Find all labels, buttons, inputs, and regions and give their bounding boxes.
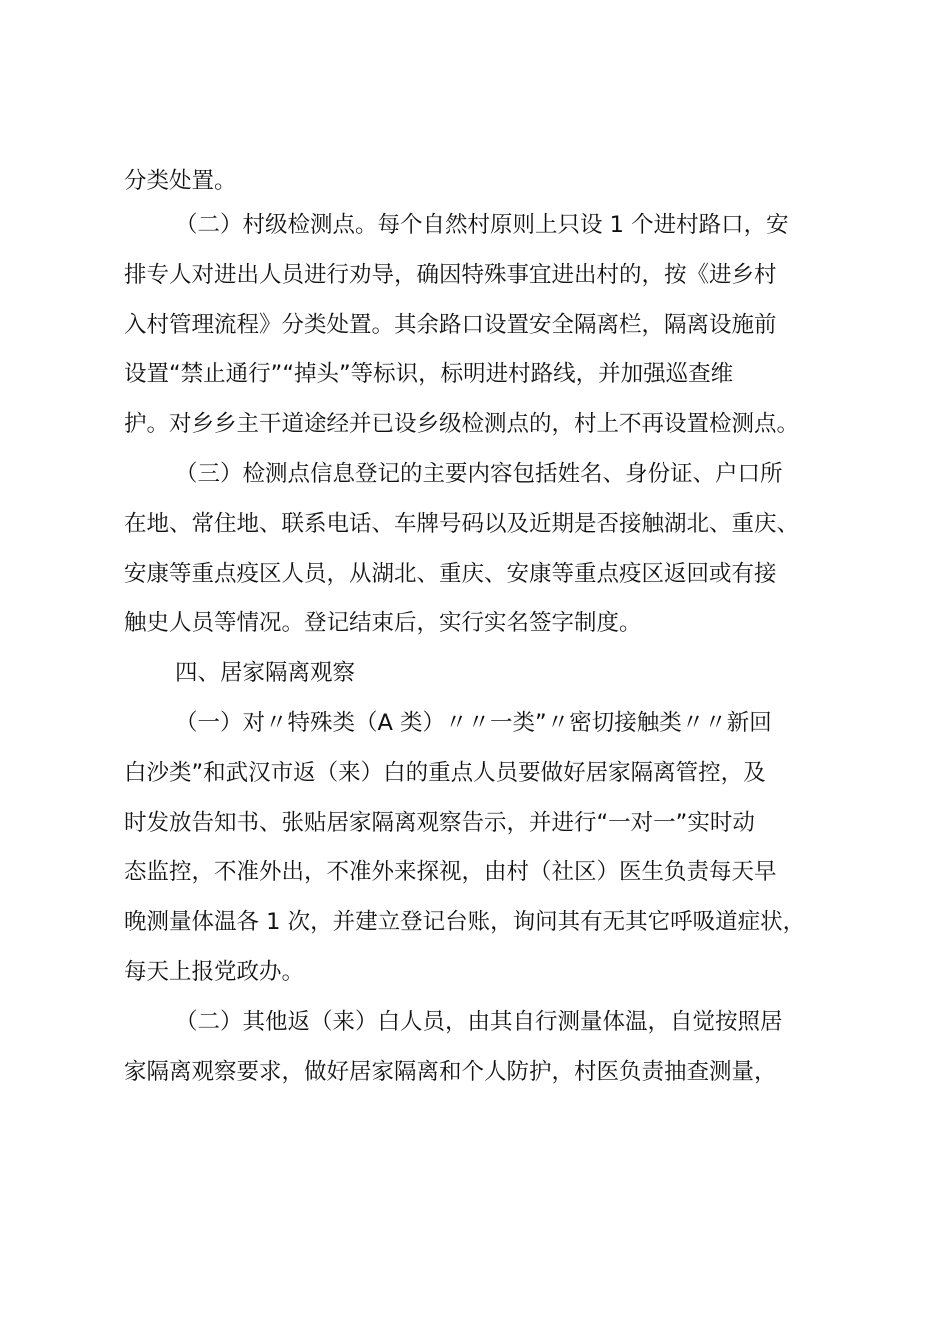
text-line: 在地、常住地、联系电话、车牌号码以及近期是否接触湖北、重庆、 bbox=[124, 511, 800, 537]
text-line: 分类处置。 bbox=[124, 168, 237, 194]
text-line: 入村管理流程》分类处置。其余路口设置安全隔离栏，隔离设施前 bbox=[124, 312, 777, 338]
section-heading: 四、居家隔离观察 bbox=[175, 660, 356, 686]
text-line: 护。对乡乡主干道途经并已设乡级检测点的，村上不再设置检测点。 bbox=[124, 411, 800, 437]
paragraph-start-line: （一）对〃特殊类（A 类）〃〃一类”〃密切接触类〃〃新回 bbox=[175, 710, 772, 736]
text-line: 排专人对进出人员进行劝导，确因特殊事宜进出村的，按《进乡村 bbox=[124, 262, 777, 288]
paragraph-start-line: （三）检测点信息登记的主要内容包括姓名、身份证、户口所 bbox=[175, 461, 783, 487]
text-line: 每天上报党政办。 bbox=[124, 959, 305, 985]
text-line: 安康等重点疫区人员，从湖北、重庆、安康等重点疫区返回或有接 bbox=[124, 561, 777, 587]
text-line: 设置“禁止通行”“掉头”等标识，标明进村路线，并加强巡查维 bbox=[124, 361, 734, 387]
text-line: 白沙类”和武汉市返（来）白的重点人员要做好居家隔离管控，及 bbox=[124, 760, 766, 786]
text-line: 态监控，不准外出，不准外来探视，由村（社区）医生负责每天早 bbox=[124, 859, 777, 885]
text-line: 触史人员等情况。登记结束后，实行实名签字制度。 bbox=[124, 610, 642, 636]
text-line: 时发放告知书、张贴居家隔离观察告示，并进行“一对一”实时动 bbox=[124, 810, 755, 836]
text-line: 家隔离观察要求，做好居家隔离和个人防护，村医负责抽查测量， bbox=[124, 1059, 777, 1085]
paragraph-start-line: （二）村级检测点。每个自然村原则上只设 1 个进村路口，安 bbox=[175, 212, 789, 238]
text-line: 晚测量体温各 1 次，并建立登记台账，询问其有无其它呼吸道症状， bbox=[124, 909, 806, 935]
paragraph-start-line: （二）其他返（来）白人员，由其自行测量体温，自觉按照居 bbox=[175, 1009, 783, 1035]
